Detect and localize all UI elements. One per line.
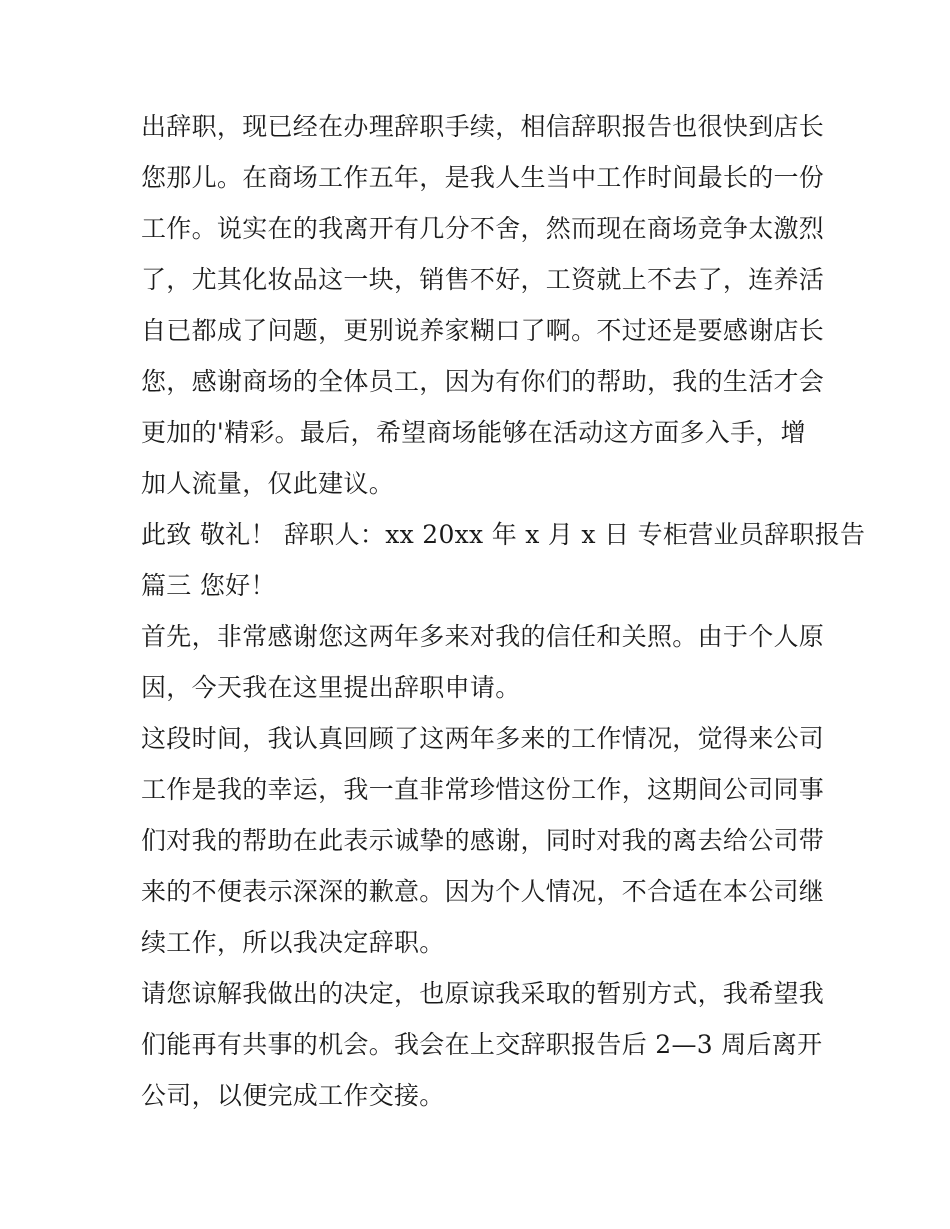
- text-line: 您，感谢商场的全体员工，因为有你们的帮助，我的生活才会: [141, 367, 825, 396]
- closing-line: 此致 敬礼！ 辞职人：xx 20xx 年 x 月 x 日 专柜营业员辞职报告: [141, 520, 866, 549]
- text-line: 请您谅解我做出的决定，也原谅我采取的暂别方式，我希望我: [141, 979, 825, 1008]
- text-line: 工作。说实在的我离开有几分不舍，然而现在商场竞争太激烈: [141, 214, 825, 243]
- text-line: 们对我的帮助在此表示诚挚的感谢，同时对我的离去给公司带: [141, 826, 825, 855]
- text-line: 因，今天我在这里提出辞职申请。: [141, 673, 521, 702]
- text-line: 您那儿。在商场工作五年，是我人生当中工作时间最长的一份: [141, 163, 825, 192]
- section-heading: 篇三 您好！: [141, 571, 276, 600]
- text-line: 工作是我的幸运，我一直非常珍惜这份工作，这期间公司同事: [141, 775, 825, 804]
- text-line: 自已都成了问题，更别说养家糊口了啊。不过还是要感谢店长: [141, 316, 825, 345]
- text-line: 出辞职，现已经在办理辞职手续，相信辞职报告也很快到店长: [141, 112, 825, 141]
- text-line: 们能再有共事的机会。我会在上交辞职报告后 2—3 周后离开: [141, 1030, 823, 1059]
- text-line: 续工作，所以我决定辞职。: [141, 928, 445, 957]
- document-body: [141, 101, 866, 1121]
- text-line: 加人流量，仅此建议。: [141, 469, 395, 498]
- text-line: 了，尤其化妆品这一块，销售不好，工资就上不去了，连养活: [141, 265, 825, 294]
- text-line: 公司，以便完成工作交接。: [141, 1081, 445, 1110]
- text-line: 更加的'精彩。最后，希望商场能够在活动这方面多入手，增: [141, 418, 806, 447]
- text-line: 这段时间，我认真回顾了这两年多来的工作情况，觉得来公司: [141, 724, 825, 753]
- text-line: 首先，非常感谢您这两年多来对我的信任和关照。由于个人原: [141, 622, 825, 651]
- text-line: 来的不便表示深深的歉意。因为个人情况，不合适在本公司继: [141, 877, 825, 906]
